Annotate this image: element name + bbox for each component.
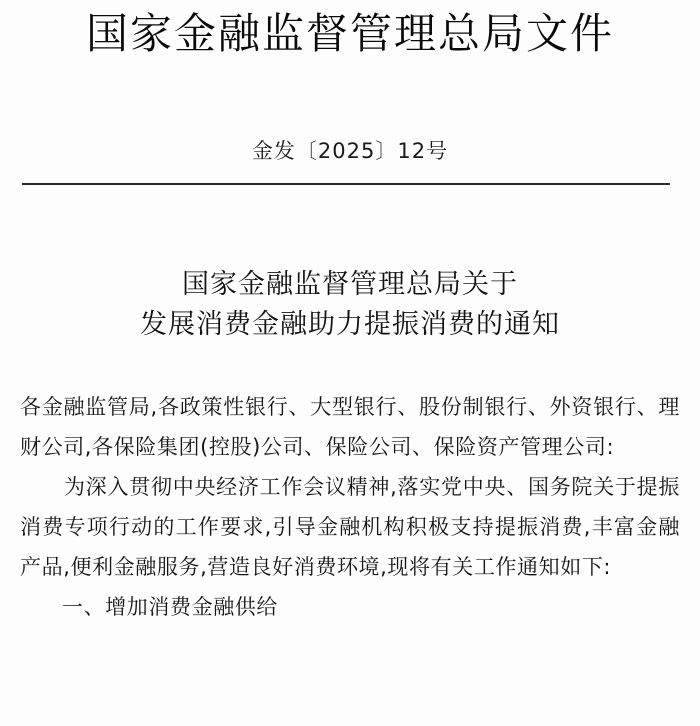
intro-paragraph: 为深入贯彻中央经济工作会议精神,落实党中央、国务院关于提振消费专项行动的工作要求,引导金融机构积极支持提振消费,丰富金融产品,便利金融服务,营造良好消费环境,现将有关工作通知如下: bbox=[20, 475, 680, 579]
addressee-paragraph: 各金融监管局,各政策性银行、大型银行、股份制银行、外资银行、理财公司,各保险集团(控股)公司、保险公司、保险资产管理公司: bbox=[20, 395, 680, 459]
header-divider bbox=[22, 183, 670, 185]
notice-title-line-2: 发展消费金融助力提振消费的通知 bbox=[140, 309, 560, 340]
section-1-heading: 一、增加消费金融供给 bbox=[62, 595, 278, 619]
notice-title bbox=[0, 266, 700, 344]
issuer-title: 国家金融监督管理总局文件 bbox=[85, 9, 614, 58]
notice-title-line-1: 国家金融监督管理总局关于 bbox=[182, 269, 518, 300]
notice-body bbox=[20, 387, 680, 627]
document-number: 金发〔2025〕12号 bbox=[251, 139, 449, 163]
